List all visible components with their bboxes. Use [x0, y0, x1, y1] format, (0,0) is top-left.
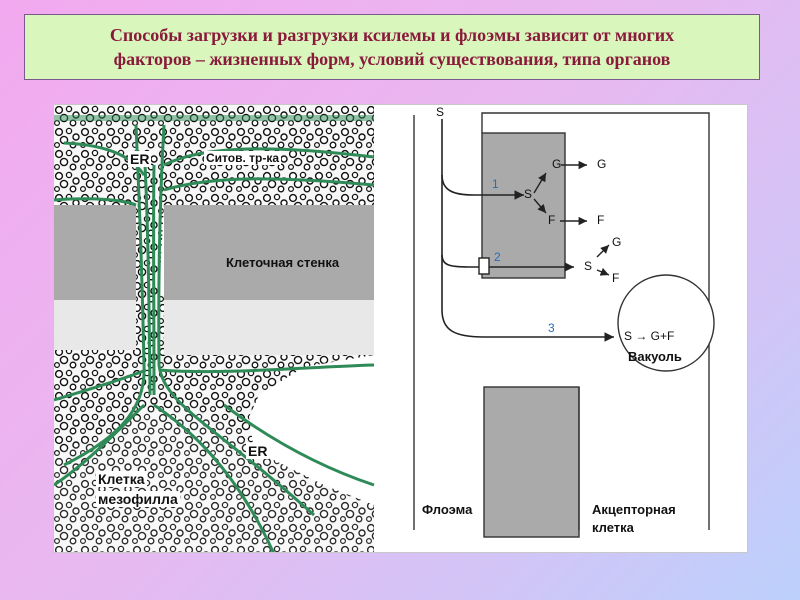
label-g2: G	[612, 235, 622, 249]
label-g1: G	[552, 157, 562, 171]
label-s2: S	[584, 259, 593, 273]
label-g1b: G	[597, 157, 607, 171]
label-acceptor-2: клетка	[592, 520, 634, 535]
cell-wall-light-right	[164, 300, 374, 355]
label-s-top: S	[436, 105, 445, 119]
label-f1b: F	[597, 213, 605, 227]
figure-panel	[53, 104, 748, 553]
label-f2: F	[612, 271, 620, 285]
label-mesophyll-2: мезофилла	[98, 491, 178, 507]
label-path3: S → G+F	[624, 329, 675, 343]
cell-wall-light	[54, 300, 136, 350]
label-num3: 3	[548, 321, 555, 335]
right-diagram	[414, 113, 714, 537]
title-line-2: факторов – жизненных форм, условий существования, типа органов	[113, 49, 671, 69]
cell-wall-block-left	[54, 205, 136, 300]
label-er-bottom: ER	[248, 443, 268, 459]
label-phloem: Флоэма	[422, 502, 473, 517]
slide-title	[24, 14, 760, 80]
label-f1: F	[548, 213, 556, 227]
title-line-1: Способы загрузки и разгрузки ксилемы и флоэмы зависит от многих	[109, 25, 675, 45]
label-cell-wall: Клеточная стенка	[226, 255, 340, 270]
label-num2: 2	[494, 250, 501, 264]
label-vacuole: Вакуоль	[628, 349, 682, 364]
cell-wall-block	[164, 205, 374, 300]
phloem-cell-lower	[484, 387, 579, 537]
label-s1: S	[524, 187, 533, 201]
label-er-top: ER	[130, 151, 150, 167]
label-acceptor-1: Акцепторная	[592, 502, 676, 517]
label-mesophyll-1: Клетка	[98, 471, 145, 487]
label-num1: 1	[492, 177, 499, 191]
label-sieve-tube: Ситов. тр-ка	[206, 151, 280, 165]
